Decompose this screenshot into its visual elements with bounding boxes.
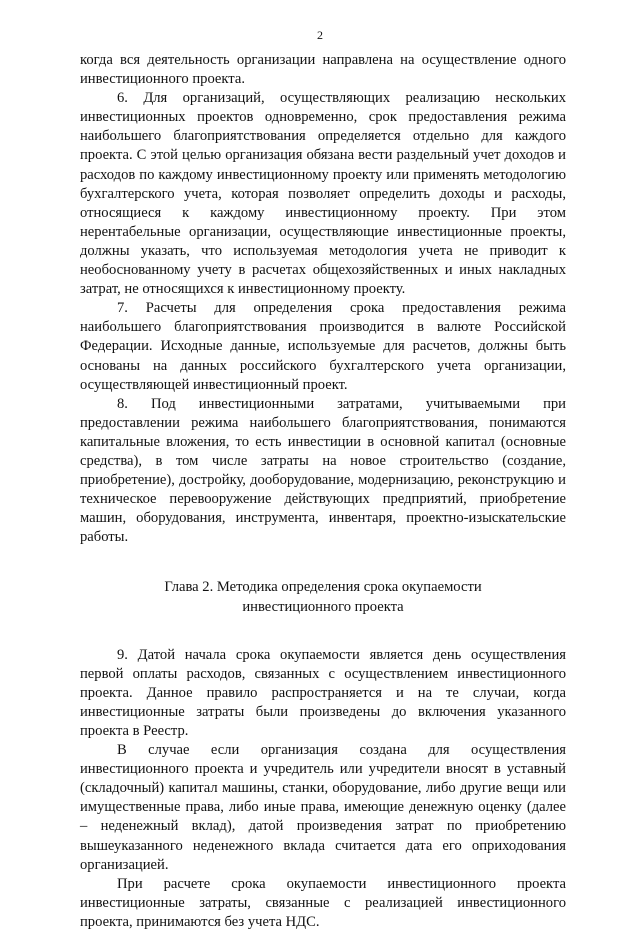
- paragraph-item-6: 6. Для организаций, осуществляющих реализацию нескольких инвестиционных проектов одновременно, срок предоставления режима наибольшего благоприятствования определяется отдельно для каждого проекта. С этой целью организация обязана вести раздельный учет доходов и расходов по каждому инвестиционному проекту или применять методологию бухгалтерского учета, которая позволяет определить доходы и расходы, относящиеся к каждому инвестиционному проекту. При этом нерентабельные организации, осуществляющие инвестиционные проекты, должны указать, что используемая методология учета не приводит к необоснованному учету в расчетах общехозяйственных и иных накладных затрат, не относящихся к инвестиционному проекту.: [80, 90, 566, 298]
- paragraph-item-9: 9. Датой начала срока окупаемости является день осуществления первой оплаты расходов, связанных с осуществлением инвестиционного проекта. Данное правило распространяется и на те случаи, когда инвестиционные затраты были произведены до включения указанного проекта в Реестр.: [80, 646, 566, 739]
- chapter-heading: [80, 578, 566, 616]
- paragraph-continuation: когда вся деятельность организации направлена на осуществление одного инвестиционного проекта.: [80, 52, 566, 88]
- paragraph-item-7: 7. Расчеты для определения срока предоставления режима наибольшего благоприятствования производится в валюте Российской Федерации. Исходные данные, используемые для расчетов, должны быть основаны на данных российского бухгалтерского учета организации, осуществляющей инвестиционный проект.: [80, 300, 566, 393]
- paragraph-vat: При расчете срока окупаемости инвестиционного проекта инвестиционные затраты, связанные с реализацией инвестиционного проекта, принимаются без учета НДС.: [80, 875, 566, 930]
- document-body: [80, 51, 566, 932]
- paragraph-item-8: 8. Под инвестиционными затратами, учитываемыми при предоставлении режима наибольшего благоприятствования, понимаются капитальные вложения, то есть инвестиции в основной капитал (основные средства), в том числе затраты на новое строительство (создание, приобретение), достройку, дооборудование, модернизацию, реконструкцию и техническое перевооружение действующих предприятий, приобретение машин, оборудования, инструмента, инвентаря, проектно-изыскательские работы.: [80, 395, 566, 546]
- paragraph-non-cash-contribution: В случае если организация создана для осуществления инвестиционного проекта и учредитель или учредители вносят в уставный (складочный) капитал машины, станки, оборудование, либо другие вещи или имущественные права, либо иные права, имеющие денежную оценку (далее – неденежный вклад), датой произведения затрат по приобретению вышеуказанного неденежного вклада считается дата его оприходования организацией.: [80, 742, 566, 873]
- page-number: 2: [317, 28, 323, 42]
- chapter-heading-line-1: Глава 2. Методика определения срока окупаемости: [164, 579, 482, 596]
- chapter-heading-line-2: инвестиционного проекта: [242, 598, 404, 615]
